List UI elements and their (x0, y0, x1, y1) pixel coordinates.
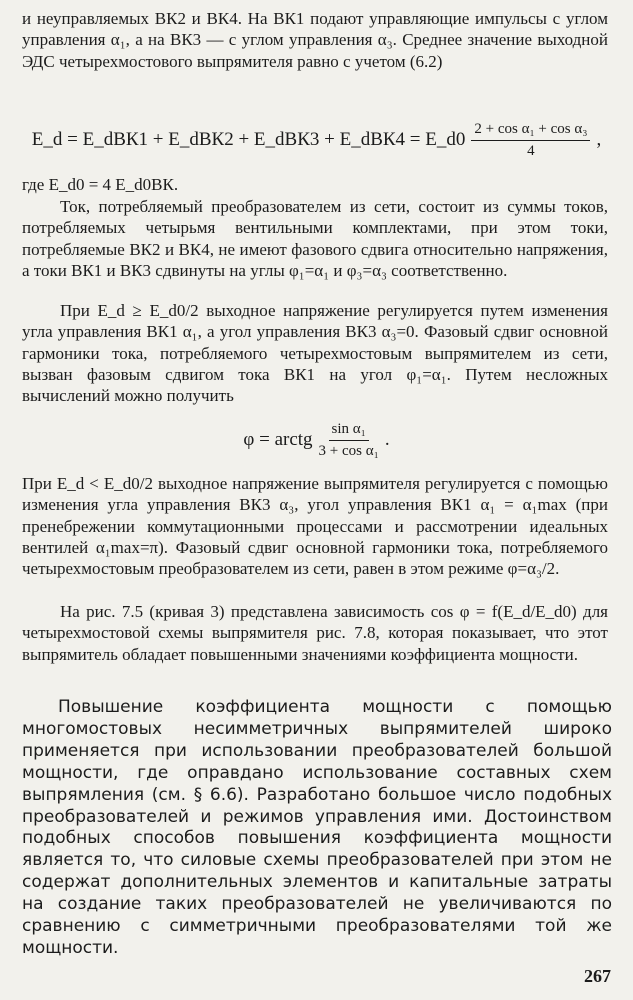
formula-ed (0, 112, 633, 168)
formula-phi-denominator: 3 + cos α₁ (318, 442, 379, 459)
formula-phi-numerator: sin α₁ (329, 421, 369, 441)
formula-phi-lhs: φ = arctg (243, 429, 313, 450)
page-number: 267 (584, 966, 611, 986)
paragraph-conclusion: Повышение коэффициента мощности с помощью многомостовых несимметричных выпрямителей широко применяется при использовании преобразователей большой мощности, где оправдано использование составных схем выпрямления (см. § 6.6). Разработано большое число подобных преобразователей и режимов управления ими. Достоинством подобных способов повышения коэффициента мощности является то, что силовые схемы преобразователей при этом не содержат дополнительных элементов и капитальные затраты на создание таких преобразователей не увеличиваются по сравнению с симметричными преобразователями той же мощности. (22, 697, 612, 958)
formula-ed-tail: , (596, 129, 602, 150)
paragraph-low-mode: При E_d < E_d0/2 выходное напряжение выпрямителя регулируется с помощью изменения угла управления ВК3 α₃, угол управления ВК1 α₁ = α₁max (при пренебрежении коммутационными процессами и рассмотрении идеальных вентилей α₁max=π). Фазовый сдвиг основной гармоники тока, потребляемого четырехмостовым преобразователем из сети, равен в этом режиме φ=α₃/2. (22, 474, 608, 579)
where-line: где E_d0 = 4 E_d0ВК. (22, 175, 179, 194)
paragraph-current: Ток, потребляемый преобразователем из сети, состоит из суммы токов, потребляемых четырьмя вентильными комплектами, при этом токи, потребляемые ВК2 и ВК4, не имеют фазового сдвига относительно напряжения, а токи ВК1 и ВК3 сдвинуты на углы φ₁=α₁ и φ₃=α₃ соответственно. (22, 197, 608, 280)
paragraph-figure-ref: На рис. 7.5 (кривая 3) представлена зависимость cos φ = f(E_d/E_d0) для четырехмостовой схемы выпрямителя рис. 7.8, которая показывает, что этот выпрямитель обладает повышенными значениями коэффициента мощности. (22, 602, 608, 664)
formula-ed-numerator: 2 + cos α₁ + cos α₃ (471, 121, 590, 141)
formula-phi-fraction (319, 421, 379, 460)
formula-ed-fraction (471, 121, 590, 160)
formula-ed-denominator: 4 (527, 142, 535, 159)
paragraph-intro: и неуправляемых ВК2 и ВК4. На ВК1 подают управляющие импульсы с углом управления α₁, а на ВК3 — с углом управления α₃. Среднее значение выходной ЭДС четырехмостового выпрямителя равно с учетом (6.2) (22, 9, 608, 71)
paragraph-high-mode: При E_d ≥ E_d0/2 выходное напряжение регулируется путем изменения угла управления ВК1 α₁, а угол управления ВК3 α₃=0. Фазовый сдвиг основной гармоники тока, потребляемого четырехмостовым выпрямителем из сети, вызван фазовым сдвигом тока ВК1 на угол φ₁=α₁. Путем несложных вычислений можно получить (22, 301, 608, 406)
formula-phi (0, 414, 633, 466)
formula-ed-lhs: E_d = E_dВК1 + E_dВК2 + E_dВК3 + E_dВК4 = E_d0 (31, 129, 466, 150)
formula-phi-tail: . (384, 429, 390, 450)
